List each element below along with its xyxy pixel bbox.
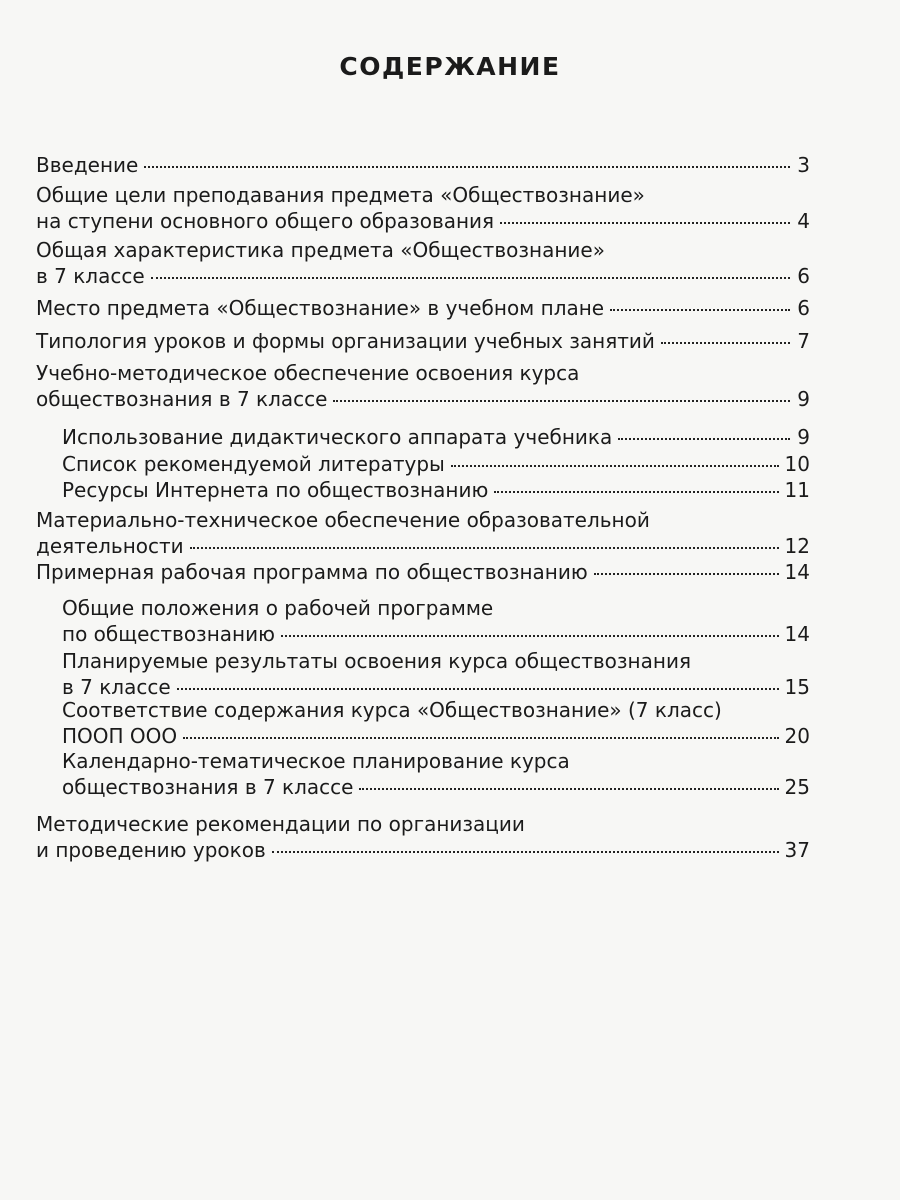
leader-dots — [359, 787, 778, 790]
toc-entry-sample-work-program — [36, 559, 810, 585]
toc-entry-subject-characteristics — [36, 237, 810, 289]
toc-subentry-planned-results — [62, 648, 810, 700]
toc-entry-label: Методические рекомендации по организации — [36, 812, 525, 836]
leader-dots — [618, 437, 790, 440]
toc-page-number: 4 — [797, 209, 810, 233]
leader-dots — [272, 850, 779, 853]
toc-entry-label: Материально-техническое обеспечение образовательной — [36, 508, 650, 532]
toc-entry-methodological-recommendations — [36, 811, 810, 863]
page-title: СОДЕРЖАНИЕ — [339, 52, 561, 81]
leader-dots — [494, 490, 778, 493]
leader-dots — [281, 634, 779, 637]
toc-entry-label-cont: деятельности — [36, 534, 184, 558]
toc-subentry-calendar-planning — [62, 748, 810, 800]
toc-entry-label-cont: на ступени основного общего образования — [36, 209, 495, 233]
leader-dots — [333, 399, 790, 402]
toc-subentry-general-provisions — [62, 595, 810, 647]
toc-page-number: 25 — [784, 775, 810, 799]
leader-dots — [610, 308, 790, 311]
toc-entry-label-cont: в 7 классе — [36, 264, 145, 288]
toc-page-number: 14 — [784, 560, 810, 584]
toc-entry-label-cont: в 7 классе — [62, 675, 171, 699]
toc-entry-lesson-typology — [36, 328, 810, 354]
toc-entry-label-cont: обществознания в 7 классе — [62, 775, 354, 799]
toc-entry-general-goals — [36, 182, 810, 234]
toc-page-number: 20 — [784, 724, 810, 748]
toc-entry-label: Место предмета «Обществознание» в учебном плане — [36, 296, 605, 320]
toc-page-number: 3 — [797, 153, 810, 177]
leader-dots — [500, 221, 790, 224]
toc-entry-material-technical-support — [36, 507, 810, 559]
toc-subentry-didactic-apparatus — [62, 424, 810, 450]
toc-entry-label: Общая характеристика предмета «Обществознание» — [36, 238, 605, 262]
leader-dots — [151, 276, 790, 279]
toc-page-number: 12 — [784, 534, 810, 558]
toc-entry-label-cont: обществознания в 7 классе — [36, 387, 328, 411]
toc-page-number: 15 — [784, 675, 810, 699]
toc-entry-place-in-curriculum — [36, 295, 810, 321]
toc-subentry-recommended-literature — [62, 451, 810, 477]
toc-page-number: 6 — [797, 296, 810, 320]
toc-entry-label-cont: и проведению уроков — [36, 838, 266, 862]
toc-entry-introduction — [36, 152, 810, 178]
leader-dots — [183, 736, 778, 739]
toc-entry-label: Примерная рабочая программа по обществознанию — [36, 560, 588, 584]
toc-page-number: 6 — [797, 264, 810, 288]
toc-entry-label: Использование дидактического аппарата учебника — [62, 425, 613, 449]
toc-entry-label-cont: ПООП ООО — [62, 724, 178, 748]
leader-dots — [594, 572, 779, 575]
toc-entry-methodological-support — [36, 360, 810, 412]
toc-entry-label: Общие цели преподавания предмета «Обществознание» — [36, 183, 645, 207]
toc-entry-label: Соответствие содержания курса «Обществознание» (7 класс) — [62, 698, 722, 722]
toc-page-number: 7 — [797, 329, 810, 353]
toc-entry-label: Календарно-тематическое планирование курса — [62, 749, 570, 773]
toc-page-number: 9 — [797, 425, 810, 449]
leader-dots — [177, 687, 779, 690]
leader-dots — [144, 165, 790, 168]
toc-entry-label: Ресурсы Интернета по обществознанию — [62, 478, 489, 502]
toc-subentry-internet-resources — [62, 477, 810, 503]
leader-dots — [661, 341, 790, 344]
toc-page-number: 14 — [784, 622, 810, 646]
toc-entry-label: Введение — [36, 153, 139, 177]
toc-entry-label: Учебно-методическое обеспечение освоения курса — [36, 361, 580, 385]
toc-page-number: 10 — [784, 452, 810, 476]
toc-entry-label-cont: по обществознанию — [62, 622, 275, 646]
toc-entry-label: Типология уроков и формы организации учебных занятий — [36, 329, 655, 353]
toc-page-number: 11 — [784, 478, 810, 502]
toc-entry-label: Общие положения о рабочей программе — [62, 596, 494, 620]
toc-page-number: 37 — [784, 838, 810, 862]
toc-entry-label: Планируемые результаты освоения курса обществознания — [62, 649, 691, 673]
toc-subentry-content-correspondence — [62, 697, 810, 749]
leader-dots — [451, 464, 779, 467]
leader-dots — [190, 546, 779, 549]
toc-entry-label: Список рекомендуемой литературы — [62, 452, 445, 476]
toc-page-number: 9 — [797, 387, 810, 411]
